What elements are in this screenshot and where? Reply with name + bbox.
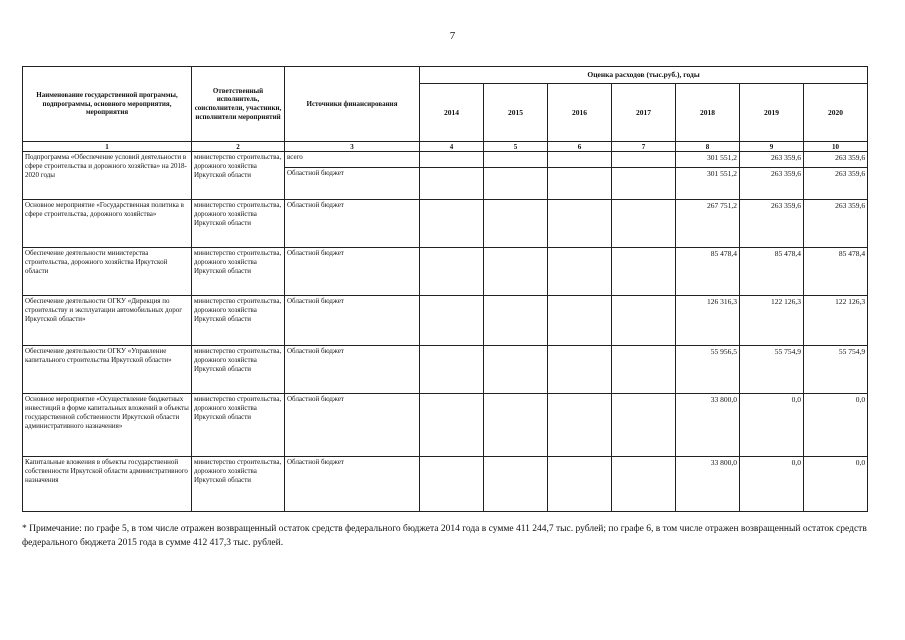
row-responsible: министерство строительства, дорожного хозяйства Иркутской области bbox=[192, 200, 285, 248]
column-number: 3 bbox=[285, 142, 420, 152]
table-row bbox=[23, 296, 868, 346]
cell-value: 301 551,2 bbox=[676, 168, 740, 200]
row-name: Обеспечение деятельности ОГКУ «Дирекция по строительству и эксплуатации автомобильных дорог Иркутской области» bbox=[23, 296, 192, 346]
page-number: 7 bbox=[449, 30, 456, 42]
row-responsible: министерство строительства, дорожного хозяйства Иркутской области bbox=[192, 457, 285, 512]
cell-value bbox=[484, 346, 548, 394]
table-row bbox=[23, 394, 868, 457]
header-year: 2018 bbox=[676, 84, 740, 142]
column-number: 1 bbox=[23, 142, 192, 152]
cell-value bbox=[484, 168, 548, 200]
table-row bbox=[23, 152, 868, 168]
cell-value bbox=[420, 200, 484, 248]
cell-value: 0,0 bbox=[804, 394, 868, 457]
cell-value bbox=[420, 296, 484, 346]
cell-value bbox=[420, 457, 484, 512]
cell-value: 122 126,3 bbox=[804, 296, 868, 346]
cell-value bbox=[548, 457, 612, 512]
row-name: Основное мероприятие «Осуществление бюджетных инвестиций в форме капитальных вложений в объекты государственной собственности Иркутской области административного назначения» bbox=[23, 394, 192, 457]
cell-value: 126 316,3 bbox=[676, 296, 740, 346]
header-name: Наименование государственной программы, подпрограммы, основного мероприятия, мероприятия bbox=[23, 67, 192, 142]
row-name: Основное мероприятие «Государственная политика в сфере строительства, дорожного хозяйства» bbox=[23, 200, 192, 248]
cell-value bbox=[548, 168, 612, 200]
row-name: Капитальные вложения в объекты государственной собственности Иркутской области административного назначения bbox=[23, 457, 192, 512]
header-source: Источники финансирования bbox=[285, 67, 420, 142]
table-row bbox=[23, 457, 868, 512]
header-year: 2020 bbox=[804, 84, 868, 142]
cell-value bbox=[612, 152, 676, 168]
cell-value bbox=[548, 346, 612, 394]
cell-value: 55 754,9 bbox=[804, 346, 868, 394]
cell-value bbox=[420, 248, 484, 296]
cell-value: 267 751,2 bbox=[676, 200, 740, 248]
budget-table bbox=[22, 66, 868, 512]
cell-value bbox=[612, 296, 676, 346]
row-source: Областной бюджет bbox=[285, 168, 420, 200]
cell-value bbox=[420, 394, 484, 457]
row-source: Областной бюджет bbox=[285, 394, 420, 457]
cell-value: 122 126,3 bbox=[740, 296, 804, 346]
header-year: 2019 bbox=[740, 84, 804, 142]
cell-value bbox=[548, 152, 612, 168]
cell-value: 263 359,6 bbox=[804, 152, 868, 168]
cell-value: 263 359,6 bbox=[740, 200, 804, 248]
cell-value bbox=[612, 346, 676, 394]
column-number: 4 bbox=[420, 142, 484, 152]
cell-value bbox=[548, 200, 612, 248]
cell-value: 55 754,9 bbox=[740, 346, 804, 394]
row-responsible: министерство строительства, дорожного хозяйства Иркутской области bbox=[192, 346, 285, 394]
header-year: 2015 bbox=[484, 84, 548, 142]
cell-value bbox=[548, 248, 612, 296]
cell-value bbox=[484, 200, 548, 248]
row-responsible: министерство строительства, дорожного хозяйства Иркутской области bbox=[192, 248, 285, 296]
column-number: 9 bbox=[740, 142, 804, 152]
cell-value: 33 800,0 bbox=[676, 457, 740, 512]
cell-value: 0,0 bbox=[740, 394, 804, 457]
cell-value bbox=[548, 394, 612, 457]
cell-value bbox=[484, 457, 548, 512]
column-number: 8 bbox=[676, 142, 740, 152]
row-source: Областной бюджет bbox=[285, 457, 420, 512]
table-row bbox=[23, 248, 868, 296]
row-responsible: министерство строительства, дорожного хозяйства Иркутской области bbox=[192, 296, 285, 346]
header-year: 2014 bbox=[420, 84, 484, 142]
row-source: Областной бюджет bbox=[285, 296, 420, 346]
column-number: 2 bbox=[192, 142, 285, 152]
cell-value bbox=[612, 248, 676, 296]
row-responsible: министерство строительства, дорожного хозяйства Иркутской области bbox=[192, 152, 285, 200]
cell-value: 85 478,4 bbox=[676, 248, 740, 296]
cell-value: 301 551,2 bbox=[676, 152, 740, 168]
cell-value: 55 956,5 bbox=[676, 346, 740, 394]
header-year: 2016 bbox=[548, 84, 612, 142]
cell-value: 263 359,6 bbox=[804, 200, 868, 248]
cell-value bbox=[484, 248, 548, 296]
cell-value: 85 478,4 bbox=[740, 248, 804, 296]
row-source: Областной бюджет bbox=[285, 346, 420, 394]
table-row bbox=[23, 200, 868, 248]
column-number: 6 bbox=[548, 142, 612, 152]
column-number: 7 bbox=[612, 142, 676, 152]
row-name: Подпрограмма «Обеспечение условий деятельности в сфере строительства и дорожного хозяйства» на 2018-2020 годы bbox=[23, 152, 192, 200]
cell-value bbox=[484, 296, 548, 346]
cell-value bbox=[420, 168, 484, 200]
header-responsible: Ответственный исполнитель, соисполнители, участники, исполнители мероприятий bbox=[192, 67, 285, 142]
row-source: всего bbox=[285, 152, 420, 168]
cell-value bbox=[484, 152, 548, 168]
cell-value: 85 478,4 bbox=[804, 248, 868, 296]
cell-value bbox=[420, 346, 484, 394]
header-estimate: Оценка расходов (тыс.руб.), годы bbox=[420, 67, 868, 84]
column-number: 10 bbox=[804, 142, 868, 152]
row-source: Областной бюджет bbox=[285, 200, 420, 248]
cell-value: 0,0 bbox=[804, 457, 868, 512]
cell-value bbox=[420, 152, 484, 168]
cell-value: 263 359,6 bbox=[740, 168, 804, 200]
cell-value bbox=[612, 457, 676, 512]
cell-value bbox=[612, 394, 676, 457]
cell-value: 263 359,6 bbox=[740, 152, 804, 168]
header-year: 2017 bbox=[612, 84, 676, 142]
cell-value: 33 800,0 bbox=[676, 394, 740, 457]
row-source: Областной бюджет bbox=[285, 248, 420, 296]
cell-value: 0,0 bbox=[740, 457, 804, 512]
column-number: 5 bbox=[484, 142, 548, 152]
row-name: Обеспечение деятельности ОГКУ «Управление капитального строительства Иркутской области» bbox=[23, 346, 192, 394]
cell-value bbox=[484, 394, 548, 457]
cell-value bbox=[612, 168, 676, 200]
footnote: * Примечание: по графе 5, в том числе отражен возвращенный остаток средств федерального бюджета 2014 года в сумме 411 244,7 тыс. рублей; по графе 6, в том числе отражен возвращенный остаток средств федерального бюджета 2015 года в сумме 412 417,3 тыс. рублей. bbox=[22, 524, 867, 549]
row-name: Обеспечение деятельности министерства строительства, дорожного хозяйства Иркутской области bbox=[23, 248, 192, 296]
cell-value: 263 359,6 bbox=[804, 168, 868, 200]
table-row bbox=[23, 346, 868, 394]
row-responsible: министерство строительства, дорожного хозяйства Иркутской области bbox=[192, 394, 285, 457]
cell-value bbox=[548, 296, 612, 346]
column-number-row bbox=[23, 142, 868, 152]
cell-value bbox=[612, 200, 676, 248]
